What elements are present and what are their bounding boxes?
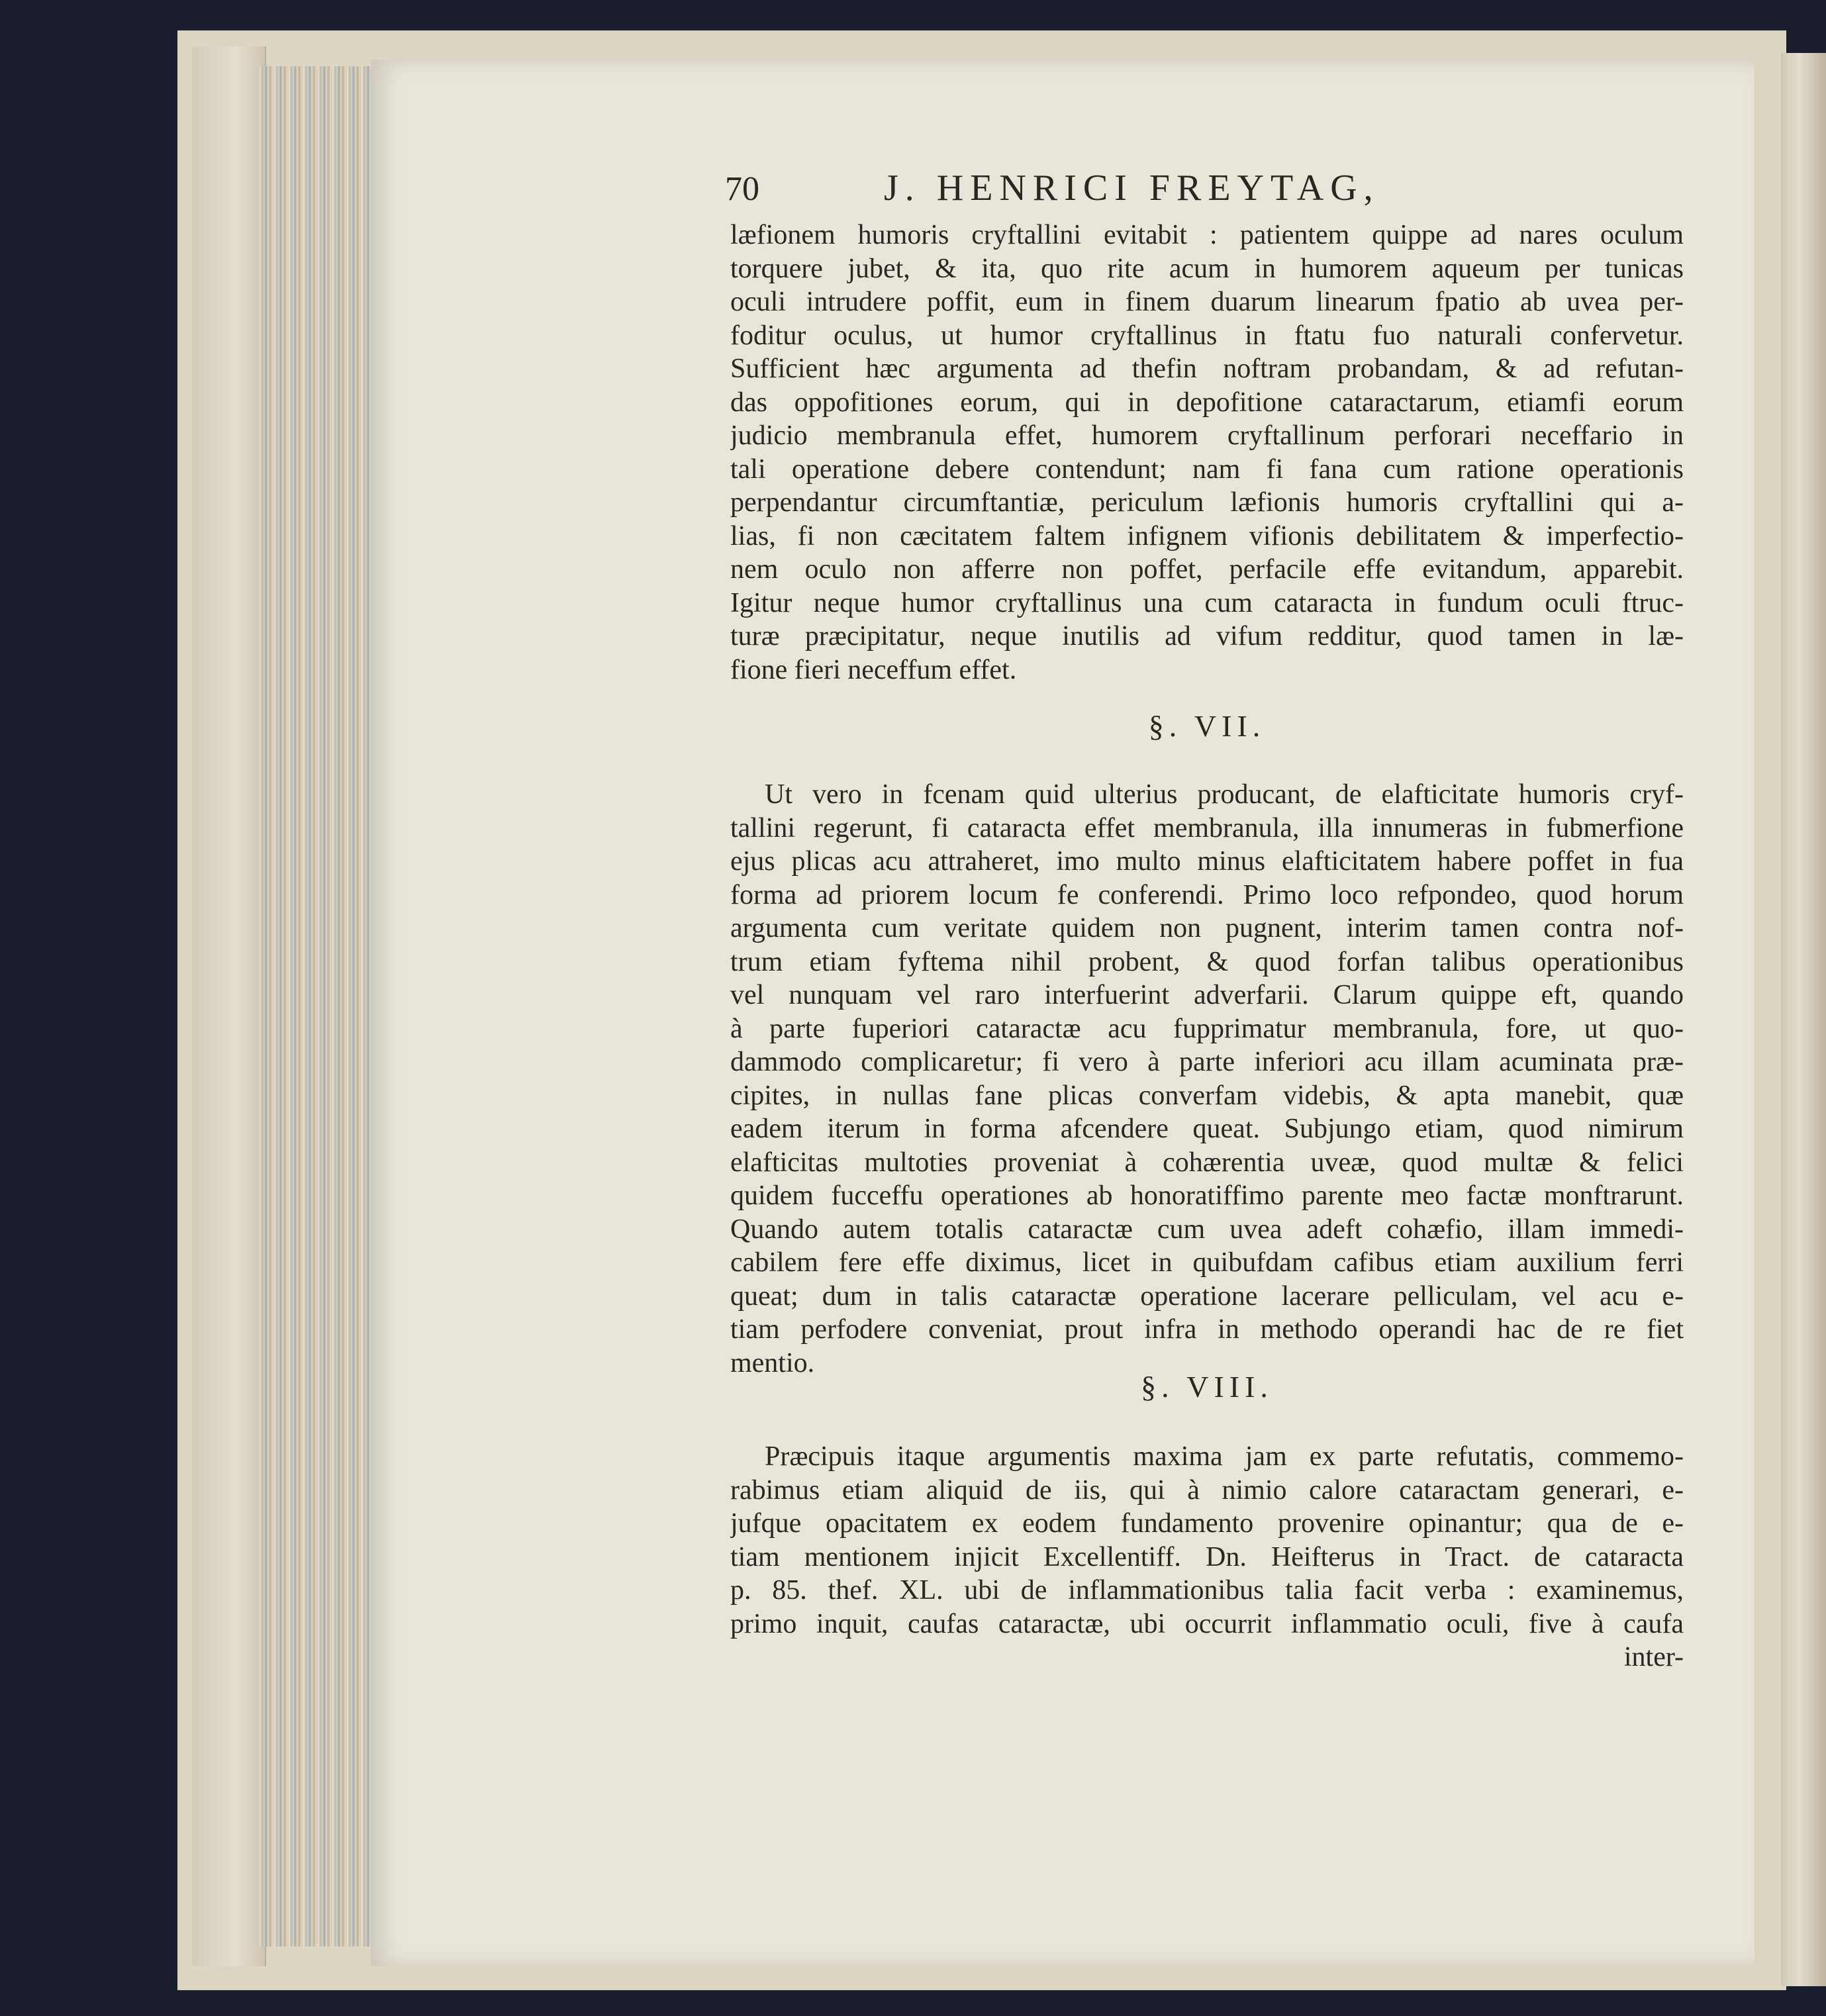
text-line: Ut vero in fcenam quid ulterius producant, de elafticitate humoris cryf- bbox=[765, 779, 1684, 810]
right-page-edge bbox=[1781, 53, 1826, 1986]
paragraph-3 bbox=[730, 1440, 1684, 1674]
text-line: jufque opacitatem ex eodem fundamento provenire opinantur; qua de e- bbox=[730, 1508, 1684, 1539]
text-line: forma ad priorem locum fe conferendi. Primo loco refpondeo, quod horum bbox=[730, 879, 1684, 910]
text-line: trum etiam fyftema nihil probent, & quod forfan talibus operationibus bbox=[730, 946, 1684, 977]
text-line: tallini regerunt, fi cataracta effet membranula, illa innumeras in fubmerfione bbox=[730, 812, 1684, 843]
text-line: cipites, in nullas fane plicas converfam videbis, & apta manebit, quæ bbox=[730, 1080, 1684, 1111]
text-line: judicio membranula effet, humorem cryftallinum perforari neceffario in bbox=[730, 420, 1684, 451]
book-cover-edge bbox=[192, 46, 266, 1966]
text-line: dammodo complicaretur; fi vero à parte inferiori acu illam acuminata præ- bbox=[730, 1047, 1684, 1077]
text-line: læfionem humoris cryftallini evitabit : patientem quippe ad nares oculum bbox=[730, 220, 1684, 250]
text-line: torquere jubet, & ita, quo rite acum in humorem aqueum per tunicas bbox=[730, 253, 1684, 284]
text-line: Præcipuis itaque argumentis maxima jam ex parte refutatis, commemo- bbox=[765, 1441, 1684, 1472]
text-line: Quando autem totalis cataractæ cum uvea adeft cohæfio, illam immedi- bbox=[730, 1214, 1684, 1245]
page-header bbox=[725, 167, 1665, 220]
text-line: eadem iterum in forma afcendere queat. Subjungo etiam, quod nimirum bbox=[730, 1114, 1684, 1144]
text-line: tali operatione debere contendunt; nam fi fana cum ratione operationis bbox=[730, 454, 1684, 485]
text-line: ejus plicas acu attraheret, imo multo minus elafticitatem habere poffet in fua bbox=[730, 846, 1684, 877]
text-line: tiam mentionem injicit Excellentiff. Dn. Heifterus in Tract. de cataracta bbox=[730, 1541, 1684, 1572]
text-line: tiam perfodere conveniat, prout infra in methodo operandi hac de re fiet bbox=[730, 1314, 1684, 1345]
catchword: inter- bbox=[1623, 1642, 1684, 1672]
text-line: Igitur neque humor cryftallinus una cum cataracta in fundum oculi ftruc- bbox=[730, 587, 1684, 618]
text-line: lias, fi non cæcitatem faltem infignem vifionis debilitatem & imperfectio- bbox=[730, 520, 1684, 552]
page-stack-edge bbox=[258, 66, 371, 1946]
text-line: mentio. bbox=[730, 1347, 815, 1378]
text-line: argumenta cum veritate quidem non pugnent, interim tamen contra nof- bbox=[730, 913, 1684, 943]
text-line: quidem fucceffu operationes ab honoratiffimo parente meo factæ monftrarunt. bbox=[730, 1180, 1684, 1211]
paragraph-1 bbox=[730, 218, 1684, 687]
paragraph-2 bbox=[730, 778, 1684, 1380]
text-line: turæ præcipitatur, neque inutilis ad vifum redditur, quod tamen in læ- bbox=[730, 621, 1684, 651]
running-head: J. HENRICI FREYTAG, bbox=[884, 168, 1380, 209]
text-line: foditur oculus, ut humor cryftallinus in ftatu fuo naturali confervetur. bbox=[730, 320, 1684, 351]
text-line: Sufficient hæc argumenta ad thefin noftram probandam, & ad refutan- bbox=[730, 354, 1684, 384]
text-line: elafticitas multoties proveniat à cohærentia uveæ, quod multæ & felici bbox=[730, 1147, 1684, 1178]
text-line: à parte fuperiori cataractæ acu fupprimatur membranula, fore, ut quo- bbox=[730, 1013, 1684, 1044]
text-line: nem oculo non afferre non poffet, perfacile effe evitandum, apparebit. bbox=[730, 554, 1684, 585]
text-line: vel nunquam vel raro interfuerint adverfarii. Clarum quippe eft, quando bbox=[730, 980, 1684, 1010]
text-line: das oppofitiones eorum, qui in depofitione cataractarum, etiamfi eorum bbox=[730, 387, 1684, 418]
text-line: fione fieri neceffum effet. bbox=[730, 654, 1017, 685]
text-line: primo inquit, caufas cataractæ, ubi occurrit inflammatio oculi, five à caufa bbox=[730, 1608, 1684, 1639]
text-line: oculi intrudere poffit, eum in finem duarum linearum fpatio ab uvea per- bbox=[730, 287, 1684, 317]
text-line: rabimus etiam aliquid de iis, qui à nimio calore cataractam generari, e- bbox=[730, 1474, 1684, 1506]
text-line: queat; dum in talis cataractæ operatione lacerare pelliculam, vel acu e- bbox=[730, 1280, 1684, 1312]
page-number: 70 bbox=[725, 170, 759, 208]
section-heading-7: §. VII. bbox=[1148, 709, 1266, 743]
text-line: perpendantur circumftantiæ, periculum læfionis humoris cryftallini qui a- bbox=[730, 487, 1684, 518]
section-heading-8: §. VIII. bbox=[1141, 1370, 1273, 1404]
text-line: cabilem fere effe diximus, licet in quibufdam cafibus etiam auxilium ferri bbox=[730, 1247, 1684, 1278]
text-line: p. 85. thef. XL. ubi de inflammationibus talia facit verba : examinemus, bbox=[730, 1575, 1684, 1606]
